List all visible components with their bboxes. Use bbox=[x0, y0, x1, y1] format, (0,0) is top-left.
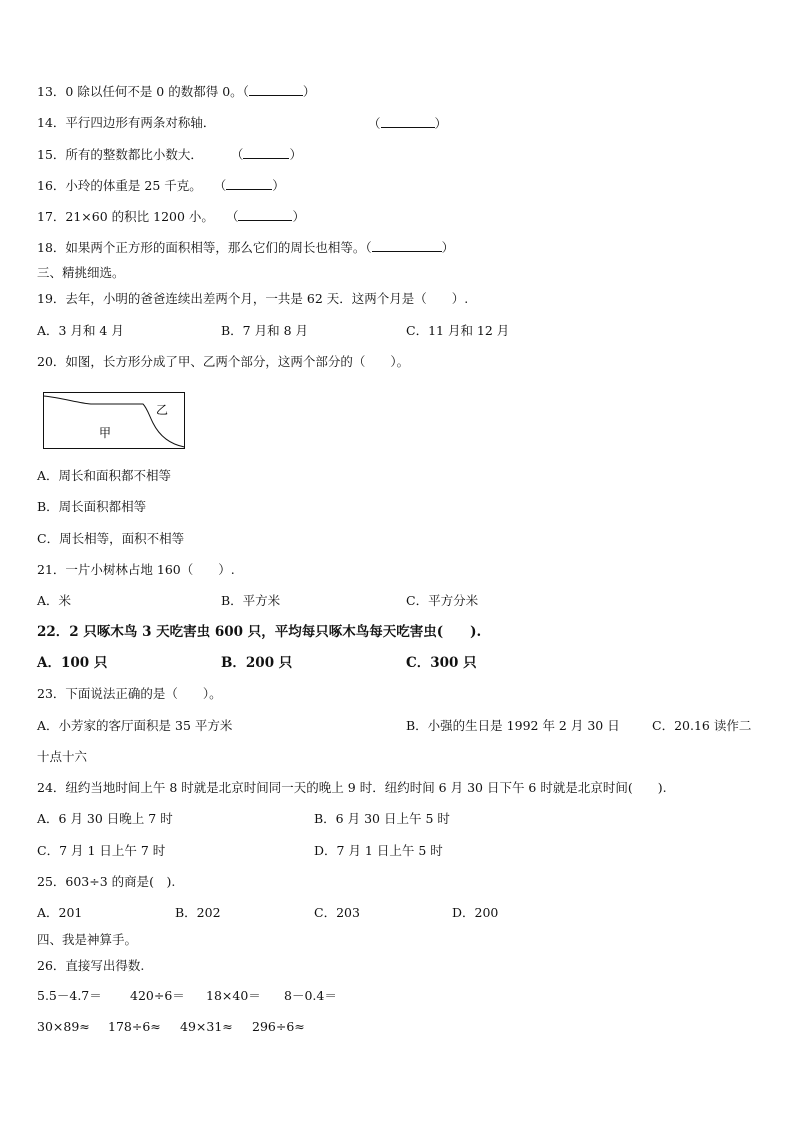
answer-blank[interactable] bbox=[226, 177, 272, 190]
question-16 bbox=[37, 177, 285, 194]
option-c[interactable]: C．7 月 1 日上午 7 时 bbox=[37, 843, 166, 858]
question-14-answer bbox=[368, 115, 447, 132]
question-19: 19．去年，小明的爸爸连续出差两个月，一共是 62 天．这两个月是（ ）. bbox=[37, 291, 469, 306]
question-number: 17． bbox=[37, 209, 66, 224]
calc-item: 18×40＝ bbox=[206, 988, 261, 1003]
option-a[interactable]: A．3 月和 4 月 bbox=[37, 323, 124, 338]
answer-blank[interactable] bbox=[372, 239, 442, 252]
question-20: 20．如图，长方形分成了甲、乙两个部分，这两个部分的（ ）。 bbox=[37, 354, 410, 369]
calc-item: 420÷6＝ bbox=[130, 988, 185, 1003]
question-21: 21．一片小树林占地 160（ ）. bbox=[37, 562, 235, 577]
question-text: 如果两个正方形的面积相等，那么它们的周长也相等。（ bbox=[65, 240, 372, 255]
question-number: 15． bbox=[37, 147, 66, 162]
question-26: 26．直接写出得数. bbox=[37, 958, 145, 973]
paren-close: ） bbox=[302, 84, 316, 99]
question-25: 25．603÷3 的商是( ). bbox=[37, 874, 176, 889]
section-heading-3: 三、精挑细选。 bbox=[37, 265, 125, 280]
paren-close: ） bbox=[441, 240, 455, 255]
answer-blank[interactable] bbox=[381, 115, 435, 128]
option-a[interactable]: A．小芳家的客厅面积是 35 平方米 bbox=[37, 718, 233, 733]
option-c[interactable]: C．203 bbox=[314, 905, 360, 920]
option-b[interactable]: B．小强的生日是 1992 年 2 月 30 日 bbox=[406, 718, 620, 733]
calc-item: 8－0.4＝ bbox=[284, 988, 337, 1003]
paren-open: （ bbox=[368, 116, 381, 131]
paren-close: ） bbox=[289, 147, 302, 162]
question-text: 小玲的体重是 25 千克。 bbox=[65, 178, 202, 193]
question-number: 14． bbox=[37, 115, 66, 130]
option-d[interactable]: D．200 bbox=[452, 905, 499, 920]
label-yi: 乙 bbox=[156, 403, 169, 417]
paren-open: （ bbox=[225, 209, 239, 224]
option-b[interactable]: B．202 bbox=[175, 905, 221, 920]
answer-blank[interactable] bbox=[243, 146, 289, 159]
option-c[interactable]: C．平方分米 bbox=[406, 593, 479, 608]
option-b[interactable]: B．周长面积都相等 bbox=[37, 499, 147, 514]
rectangle-figure bbox=[43, 392, 185, 449]
paren-close: ） bbox=[292, 209, 305, 224]
option-a[interactable]: A．100 只 bbox=[37, 655, 108, 671]
question-18 bbox=[37, 239, 454, 256]
question-22: 22．2 只啄木鸟 3 天吃害虫 600 只，平均每只啄木鸟每天吃害虫( ). bbox=[37, 624, 482, 640]
option-b[interactable]: B．200 只 bbox=[221, 655, 293, 671]
question-text: 21×60 的积比 1200 小。 bbox=[65, 209, 214, 224]
option-b[interactable]: B．平方米 bbox=[221, 593, 281, 608]
question-number: 16． bbox=[37, 178, 66, 193]
option-a[interactable]: A．201 bbox=[37, 905, 83, 920]
option-d[interactable]: D．7 月 1 日上午 5 时 bbox=[314, 843, 443, 858]
option-b[interactable]: B．6 月 30 日上午 5 时 bbox=[314, 811, 450, 826]
option-c[interactable]: C．11 月和 12 月 bbox=[406, 323, 510, 338]
calc-item: 5.5－4.7＝ bbox=[37, 988, 102, 1003]
question-13 bbox=[37, 83, 315, 100]
calc-item: 30×89≈ bbox=[37, 1019, 90, 1034]
option-c[interactable]: C．20.16 读作二 bbox=[652, 718, 752, 733]
paren-close: ） bbox=[434, 116, 448, 131]
question-number: 13． bbox=[37, 84, 66, 99]
question-number: 18． bbox=[37, 240, 66, 255]
option-c[interactable]: C．300 只 bbox=[406, 655, 477, 671]
option-a[interactable]: A．周长和面积都不相等 bbox=[37, 468, 172, 483]
option-c[interactable]: C．周长相等，面积不相等 bbox=[37, 531, 185, 546]
calc-item: 178÷6≈ bbox=[108, 1019, 161, 1034]
section-heading-4: 四、我是神算手。 bbox=[37, 932, 138, 947]
question-24: 24．纽约当地时间上午 8 时就是北京时间同一天的晚上 9 时．纽约时间 6 月 30 日下午 6 时就是北京时间( ). bbox=[37, 780, 667, 795]
question-14 bbox=[37, 115, 215, 131]
calc-item: 49×31≈ bbox=[180, 1019, 233, 1034]
question-15 bbox=[37, 146, 302, 163]
paren-open: （ bbox=[213, 178, 227, 193]
calc-item: 296÷6≈ bbox=[252, 1019, 305, 1034]
option-a[interactable]: A．米 bbox=[37, 593, 72, 608]
question-text: 所有的整数都比小数大． bbox=[65, 147, 203, 162]
paren-open: （ bbox=[230, 147, 244, 162]
option-a[interactable]: A．6 月 30 日晚上 7 时 bbox=[37, 811, 173, 826]
option-c-continued: 十点十六 bbox=[37, 749, 88, 764]
option-b[interactable]: B．7 月和 8 月 bbox=[221, 323, 309, 338]
rectangle-outline bbox=[44, 393, 185, 449]
question-17 bbox=[37, 208, 305, 225]
question-23: 23．下面说法正确的是（ ）。 bbox=[37, 686, 222, 701]
answer-blank[interactable] bbox=[238, 208, 292, 221]
question-text: 平行四边形有两条对称轴． bbox=[65, 115, 216, 130]
label-jia: 甲 bbox=[99, 426, 112, 440]
question-text: 0 除以任何不是 0 的数都得 0。（ bbox=[65, 84, 249, 99]
answer-blank[interactable] bbox=[249, 83, 303, 96]
paren-close: ） bbox=[272, 178, 285, 193]
